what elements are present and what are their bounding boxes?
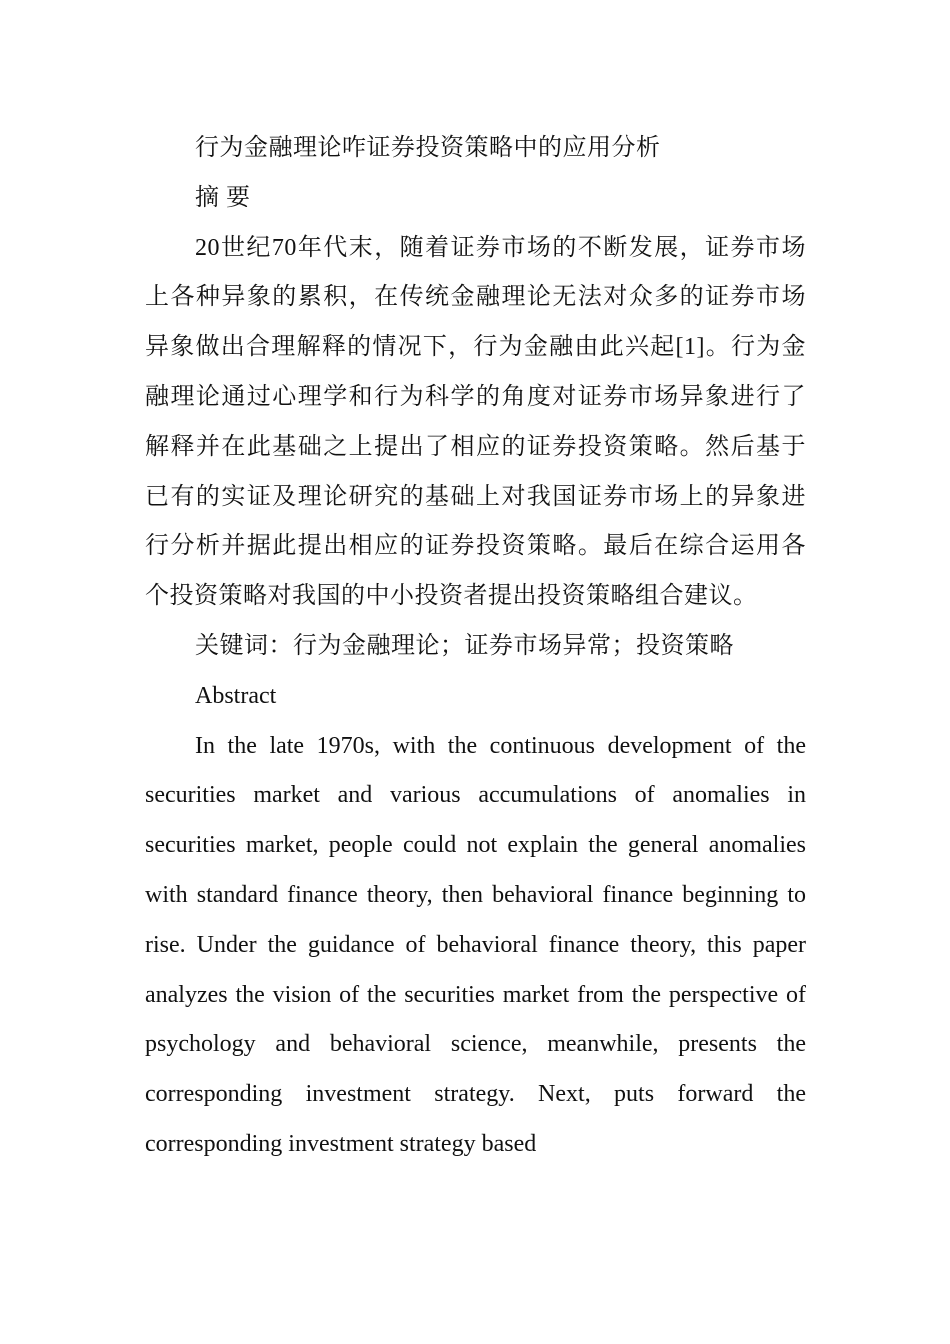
abstract-cn-body: 20世纪70年代末，随着证券市场的不断发展，证券市场上各种异象的累积，在传统金融理论无法对众多的证券市场异象做出合理解释的情况下，行为金融由此兴起[1]。行为金融理论通过心理学和行为科学的角度对证券市场异象进行了解释并在此基础之上提出了相应的证券投资策略。然后基于已有的实证及理论研究的基础上对我国证券市场上的异象进行分析并据此提出相应的证券投资策略。最后在综合运用各个投资策略对我国的中小投资者提出投资策略组合建议。 xyxy=(145,234,806,610)
abstract-en-body: In the late 1970s, with the continuous development of the securities market and various accumulations of anomalies in securities market, people could not explain the general anomalies with standard finance theory, then behavioral finance beginning to rise. Under the guidance of behavioral finance theory, this paper analyzes the vision of the securities market from the perspective of psychology and behavioral science, meanwhile, presents the corresponding investment strategy. Next, puts forward the corresponding investment strategy based xyxy=(145,732,806,1157)
document-title: 行为金融理论咋证券投资策略中的应用分析 xyxy=(195,135,661,161)
document-page xyxy=(145,124,806,1170)
abstract-cn-heading: 摘 要 xyxy=(195,184,251,211)
keywords-cn: 关键词：行为金融理论；证券市场异常；投资策略 xyxy=(195,632,734,659)
abstract-en-heading: Abstract xyxy=(195,682,277,709)
